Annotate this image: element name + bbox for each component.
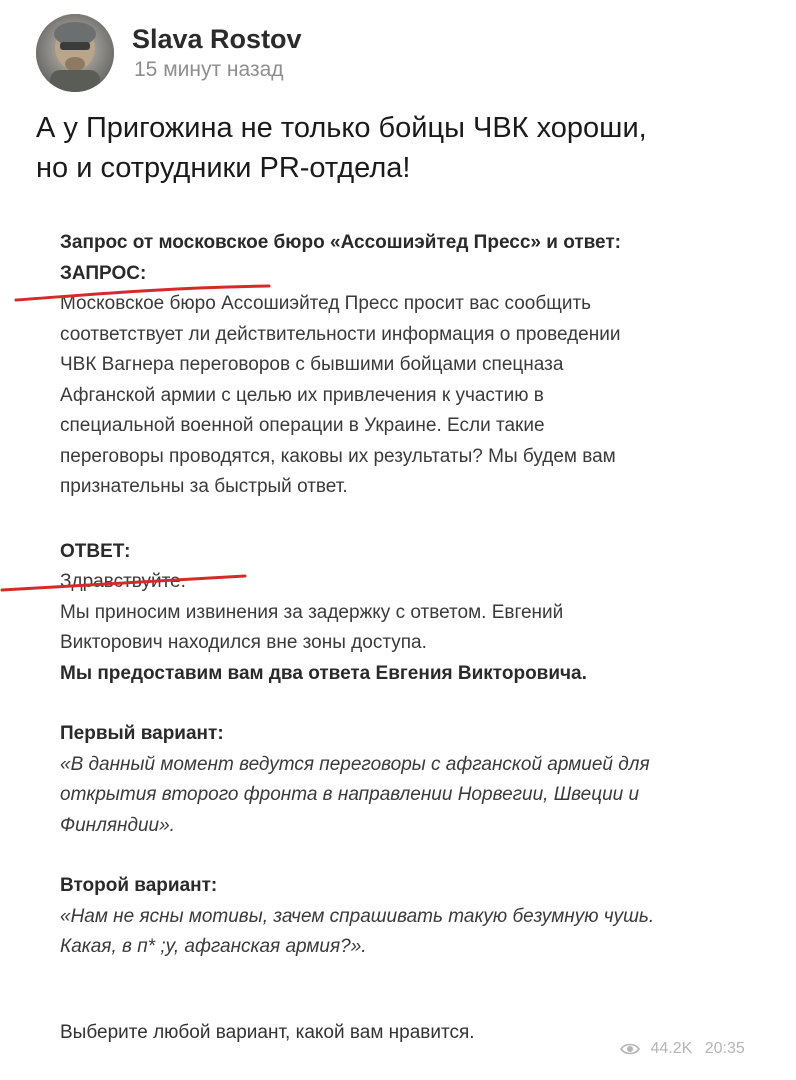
request-line: соответствует ли действительности информация о проведении bbox=[60, 323, 621, 345]
post-text bbox=[36, 108, 776, 188]
post-header bbox=[36, 14, 776, 94]
variant2-label: Второй вариант: bbox=[60, 875, 218, 896]
answer-label: ОТВЕТ: bbox=[60, 540, 131, 562]
request-label: ЗАПРОС: bbox=[60, 262, 147, 284]
message-footer bbox=[60, 1022, 796, 1058]
post-timestamp: 15 минут назад bbox=[134, 58, 284, 81]
request-line: ЧВК Вагнера переговоров с бывшими бойцами спецназа bbox=[60, 354, 564, 375]
author-name[interactable]: Slava Rostov bbox=[132, 24, 302, 54]
answer-line: Викторович находился вне зоны доступа. bbox=[60, 632, 427, 653]
variant1-line: «В данный момент ведутся переговоры с афганской армией для bbox=[60, 753, 650, 775]
avatar-image bbox=[36, 14, 114, 92]
variant2-line: «Нам не ясны мотивы, зачем спрашивать такую безумную чушь. bbox=[60, 905, 655, 927]
post-text-line: А у Пригожина не только бойцы ЧВК хороши, bbox=[36, 112, 647, 144]
request-line: переговоры проводятся, каковы их результаты? Мы будем вам bbox=[60, 445, 616, 467]
attached-document-image[interactable] bbox=[60, 228, 780, 963]
avatar[interactable] bbox=[36, 14, 114, 92]
answer-greeting: Здравствуйте. bbox=[60, 571, 186, 592]
post-text-line: но и сотрудники PR-отдела! bbox=[36, 152, 411, 184]
message-meta bbox=[620, 1040, 745, 1058]
closing-line: Выберите любой вариант, какой вам нравится. bbox=[60, 1022, 475, 1043]
request-line: признательны за быстрый ответ. bbox=[60, 476, 348, 497]
document-title: Запрос от московское бюро «Ассошиэйтед Пресс» и ответ: bbox=[60, 232, 622, 253]
request-line: специальной военной операции в Украине. Если такие bbox=[60, 415, 545, 436]
variant2-line: Какая, в п* ;у, афганская армия?». bbox=[60, 936, 367, 957]
variant1-label: Первый вариант: bbox=[60, 723, 224, 744]
request-line: Афганской армии с целью их привлечения к участию в bbox=[60, 384, 544, 406]
answer-line: Мы приносим извинения за задержку с ответом. Евгений bbox=[60, 601, 564, 623]
variant1-line: открытия второго фронта в направлении Норвегии, Швеции и bbox=[60, 784, 640, 805]
request-body bbox=[60, 289, 780, 503]
views-count: 44.2K bbox=[650, 1040, 693, 1057]
message-time: 20:35 bbox=[704, 1040, 745, 1057]
answer-bold-line: Мы предоставим вам два ответа Евгения Викторовича. bbox=[60, 662, 587, 684]
eye-icon bbox=[620, 1042, 640, 1056]
variant1-line: Финляндии». bbox=[60, 814, 175, 836]
request-line: Московское бюро Ассошиэйтед Пресс просит вас сообщить bbox=[60, 293, 592, 314]
